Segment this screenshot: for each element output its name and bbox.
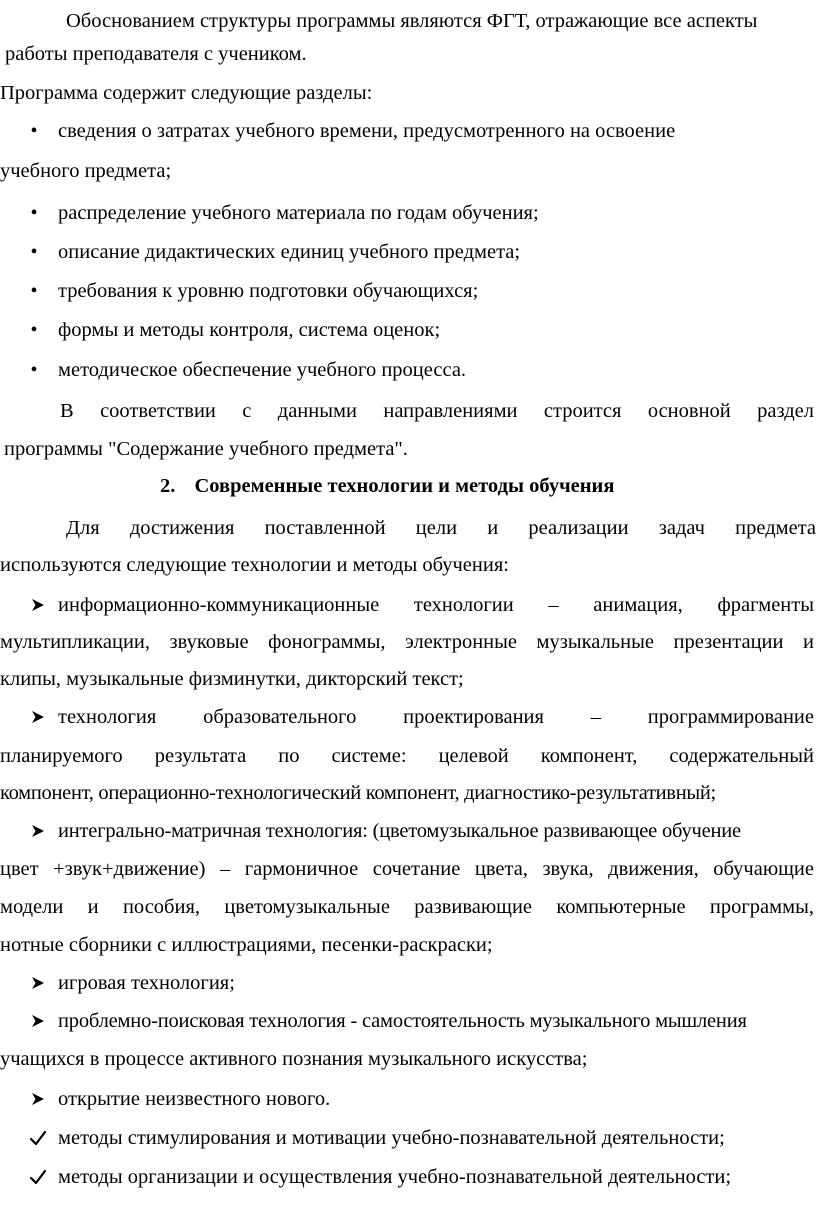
tech-e-line2: учащихся в процессе активного познания музыкального искусства;: [0, 1048, 588, 1070]
section-item-2: распределение учебного материала по годам обучения;: [58, 202, 539, 224]
checkmark-icon: [26, 1119, 50, 1157]
section-item-6: методическое обеспечение учебного процесса.: [58, 359, 467, 381]
section-item-1-line2: учебного предмета;: [0, 160, 172, 182]
arrow-bullet-icon: [26, 964, 50, 1002]
paragraph3-line1: Для достижения поставленной цели и реализации задач предмета: [66, 517, 816, 539]
paragraph2-line1: В соответствии с данными направлениями строится основной раздел: [60, 400, 814, 422]
tech-c-line2: цвет +звук+движение) – гармоничное сочетание цвета, звука, движения, обучающие: [0, 858, 814, 880]
paragraph3-line2: используются следующие технологии и методы обучения:: [0, 554, 509, 576]
arrow-bullet-icon: [26, 812, 50, 850]
method-h: методы организации и осуществления учебно-познавательной деятельности;: [58, 1166, 732, 1188]
arrow-bullet-icon: [26, 698, 50, 736]
tech-a-line3: клипы, музыкальные физминутки, дикторский текст;: [0, 668, 464, 690]
tech-b-line2: планируемого результата по системе: целевой компонент, содержательный: [0, 745, 814, 767]
bullet-icon: •: [30, 359, 38, 381]
tech-d: игровая технология;: [58, 972, 235, 994]
bullet-icon: •: [30, 280, 38, 302]
method-g: методы стимулирования и мотивации учебно-познавательной деятельности;: [58, 1127, 725, 1149]
tech-b-line3: компонент, операционно-технологический компонент, диагностико-результативный;: [0, 782, 716, 804]
sections-intro: Программа содержит следующие разделы:: [0, 82, 373, 104]
tech-c-line3: модели и пособия, цветомузыкальные развивающие компьютерные программы,: [0, 896, 814, 918]
heading-number: 2.: [160, 475, 176, 497]
section-item-5: формы и методы контроля, система оценок;: [58, 319, 441, 341]
bullet-icon: •: [30, 241, 38, 263]
tech-f: открытие неизвестного нового.: [58, 1088, 331, 1110]
arrow-bullet-icon: [26, 1080, 50, 1118]
bullet-icon: •: [30, 120, 38, 142]
bullet-icon: •: [30, 202, 38, 224]
paragraph2-line2: программы "Содержание учебного предмета".: [4, 438, 408, 460]
checkmark-icon: [26, 1158, 50, 1196]
paragraph1-line1: Обоснованием структуры программы являются ФГТ, отражающие все аспекты: [66, 10, 758, 32]
tech-a-line2: мультипликации, звуковые фонограммы, электронные музыкальные презентации и: [0, 631, 814, 653]
tech-b-line1: технология образовательного проектирования – программирование: [58, 706, 814, 728]
arrow-bullet-icon: [26, 1002, 50, 1040]
tech-a-line1: информационно-коммуникационные технологии – анимация, фрагменты: [58, 594, 814, 616]
section-item-4: требования к уровню подготовки обучающихся;: [58, 280, 479, 302]
section-item-3: описание дидактических единиц учебного предмета;: [58, 241, 521, 263]
bullet-icon: •: [30, 319, 38, 341]
section-heading: [160, 467, 760, 505]
tech-c-line1: интегрально-матричная технология: (цветомузыкальное развивающее обучение: [58, 820, 741, 842]
arrow-bullet-icon: [26, 586, 50, 624]
paragraph1-line2: работы преподавателя с учеником.: [5, 43, 307, 65]
heading-text: Современные технологии и методы обучения: [194, 475, 615, 497]
tech-e-line1: проблемно-поисковая технология - самостоятельность музыкального мышления: [58, 1010, 747, 1032]
section-item-1-line1: сведения о затратах учебного времени, предусмотренного на освоение: [58, 120, 676, 142]
tech-c-line4: нотные сборники с иллюстрациями, песенки-раскраски;: [0, 934, 493, 956]
